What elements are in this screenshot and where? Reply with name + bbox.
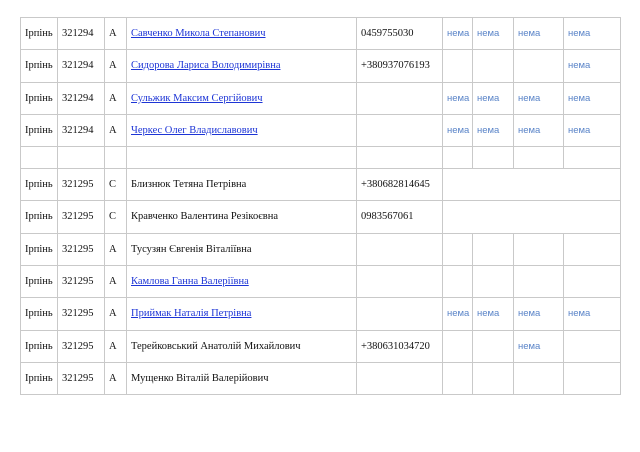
status-cell: [473, 50, 514, 82]
status-cell: [514, 50, 564, 82]
status-cell: нема: [514, 298, 564, 330]
status-cell: нема: [443, 298, 473, 330]
status-cell: [443, 362, 473, 394]
status-cell: [564, 266, 621, 298]
status-cell: [443, 50, 473, 82]
category-cell: А: [105, 18, 127, 50]
table-row: [21, 362, 621, 394]
name-cell: [127, 201, 357, 233]
category-cell: С: [105, 201, 127, 233]
city-cell: Ірпінь: [21, 330, 58, 362]
phone-cell: +380631034720: [357, 330, 443, 362]
name-cell: [127, 266, 357, 298]
name-cell: [127, 50, 357, 82]
phone-cell: 0983567061: [357, 201, 443, 233]
phone-cell: [357, 266, 443, 298]
empty-cell: [357, 147, 443, 169]
status-cell: [473, 266, 514, 298]
code-cell: 321294: [58, 82, 105, 114]
merged-status-cell: [443, 201, 621, 233]
code-cell: 321295: [58, 362, 105, 394]
category-cell: А: [105, 362, 127, 394]
city-cell: Ірпінь: [21, 201, 58, 233]
status-cell: нема: [564, 298, 621, 330]
status-cell: [473, 233, 514, 265]
phone-cell: +380937076193: [357, 50, 443, 82]
code-cell: 321295: [58, 298, 105, 330]
code-cell: 321295: [58, 201, 105, 233]
status-cell: нема: [514, 330, 564, 362]
empty-cell: [105, 147, 127, 169]
city-cell: Ірпінь: [21, 82, 58, 114]
table-row: [21, 114, 621, 146]
name-cell: [127, 82, 357, 114]
city-cell: Ірпінь: [21, 233, 58, 265]
status-cell: нема: [564, 114, 621, 146]
status-cell: нема: [473, 298, 514, 330]
status-cell: [564, 330, 621, 362]
person-name-link[interactable]: Савченко Микола Степанович: [131, 28, 266, 39]
city-cell: Ірпінь: [21, 50, 58, 82]
table-row: [21, 50, 621, 82]
status-cell: [443, 266, 473, 298]
code-cell: 321294: [58, 50, 105, 82]
table-row: [21, 18, 621, 50]
name-cell: [127, 330, 357, 362]
code-cell: 321294: [58, 18, 105, 50]
city-cell: Ірпінь: [21, 114, 58, 146]
status-cell: нема: [564, 18, 621, 50]
code-cell: 321295: [58, 330, 105, 362]
status-cell: нема: [514, 82, 564, 114]
person-name-link[interactable]: Сидорова Лариса Володимирівна: [131, 60, 281, 72]
empty-cell: [473, 147, 514, 169]
empty-row: [21, 147, 621, 169]
status-cell: [514, 362, 564, 394]
table-row: [21, 330, 621, 362]
person-name-link[interactable]: Камлова Ганна Валеріївна: [131, 276, 249, 288]
status-cell: [473, 330, 514, 362]
empty-cell: [514, 147, 564, 169]
person-name: Терейковський Анатолій Михайлович: [131, 340, 301, 352]
status-cell: [564, 362, 621, 394]
status-cell: нема: [443, 18, 473, 50]
empty-cell: [21, 147, 58, 169]
person-name-link[interactable]: Приймак Наталія Петрівна: [131, 308, 252, 320]
category-cell: А: [105, 298, 127, 330]
name-cell: [127, 362, 357, 394]
status-cell: [514, 233, 564, 265]
phone-cell: [357, 298, 443, 330]
phone-cell: +380682814645: [357, 169, 443, 201]
status-cell: нема: [443, 82, 473, 114]
empty-cell: [58, 147, 105, 169]
status-cell: нема: [473, 18, 514, 50]
category-cell: С: [105, 169, 127, 201]
name-cell: [127, 298, 357, 330]
empty-cell: [127, 147, 357, 169]
table-row: [21, 298, 621, 330]
status-cell: [443, 330, 473, 362]
phone-cell: [357, 233, 443, 265]
category-cell: А: [105, 266, 127, 298]
city-cell: Ірпінь: [21, 362, 58, 394]
phone-cell: [357, 82, 443, 114]
code-cell: 321295: [58, 233, 105, 265]
code-cell: 321294: [58, 114, 105, 146]
person-name: Мущенко Віталій Валерійович: [131, 372, 269, 384]
status-cell: [564, 233, 621, 265]
phone-cell: 0459755030: [357, 18, 443, 50]
table-row: [21, 169, 621, 201]
category-cell: А: [105, 50, 127, 82]
city-cell: Ірпінь: [21, 18, 58, 50]
status-cell: [514, 266, 564, 298]
category-cell: А: [105, 82, 127, 114]
name-cell: [127, 169, 357, 201]
code-cell: 321295: [58, 169, 105, 201]
person-name: Близнюк Тетяна Петрівна: [131, 179, 247, 191]
status-cell: нема: [514, 114, 564, 146]
name-cell: [127, 18, 357, 50]
table-row: [21, 266, 621, 298]
contacts-table: [20, 17, 621, 395]
merged-status-cell: [443, 169, 621, 201]
person-name-link[interactable]: Черкес Олег Владиславович: [131, 124, 258, 136]
status-cell: нема: [443, 114, 473, 146]
person-name: Тусузян Євгенія Віталіївна: [131, 243, 252, 255]
status-cell: нема: [473, 82, 514, 114]
empty-cell: [443, 147, 473, 169]
category-cell: А: [105, 114, 127, 146]
name-cell: [127, 114, 357, 146]
category-cell: А: [105, 330, 127, 362]
status-cell: нема: [564, 82, 621, 114]
code-cell: 321295: [58, 266, 105, 298]
table-row: [21, 233, 621, 265]
phone-cell: [357, 362, 443, 394]
category-cell: А: [105, 233, 127, 265]
table-row: [21, 82, 621, 114]
status-cell: нема: [473, 114, 514, 146]
status-cell: [443, 233, 473, 265]
person-name-link[interactable]: Сульжик Максим Сергійович: [131, 92, 263, 104]
city-cell: Ірпінь: [21, 298, 58, 330]
empty-cell: [564, 147, 621, 169]
status-cell: нема: [564, 50, 621, 82]
table-body: [21, 18, 621, 395]
status-cell: [473, 362, 514, 394]
table-row: [21, 201, 621, 233]
name-cell: [127, 233, 357, 265]
person-name: Кравченко Валентина Резікоєвна: [131, 211, 278, 223]
city-cell: Ірпінь: [21, 266, 58, 298]
status-cell: нема: [514, 18, 564, 50]
phone-cell: [357, 114, 443, 146]
city-cell: Ірпінь: [21, 169, 58, 201]
